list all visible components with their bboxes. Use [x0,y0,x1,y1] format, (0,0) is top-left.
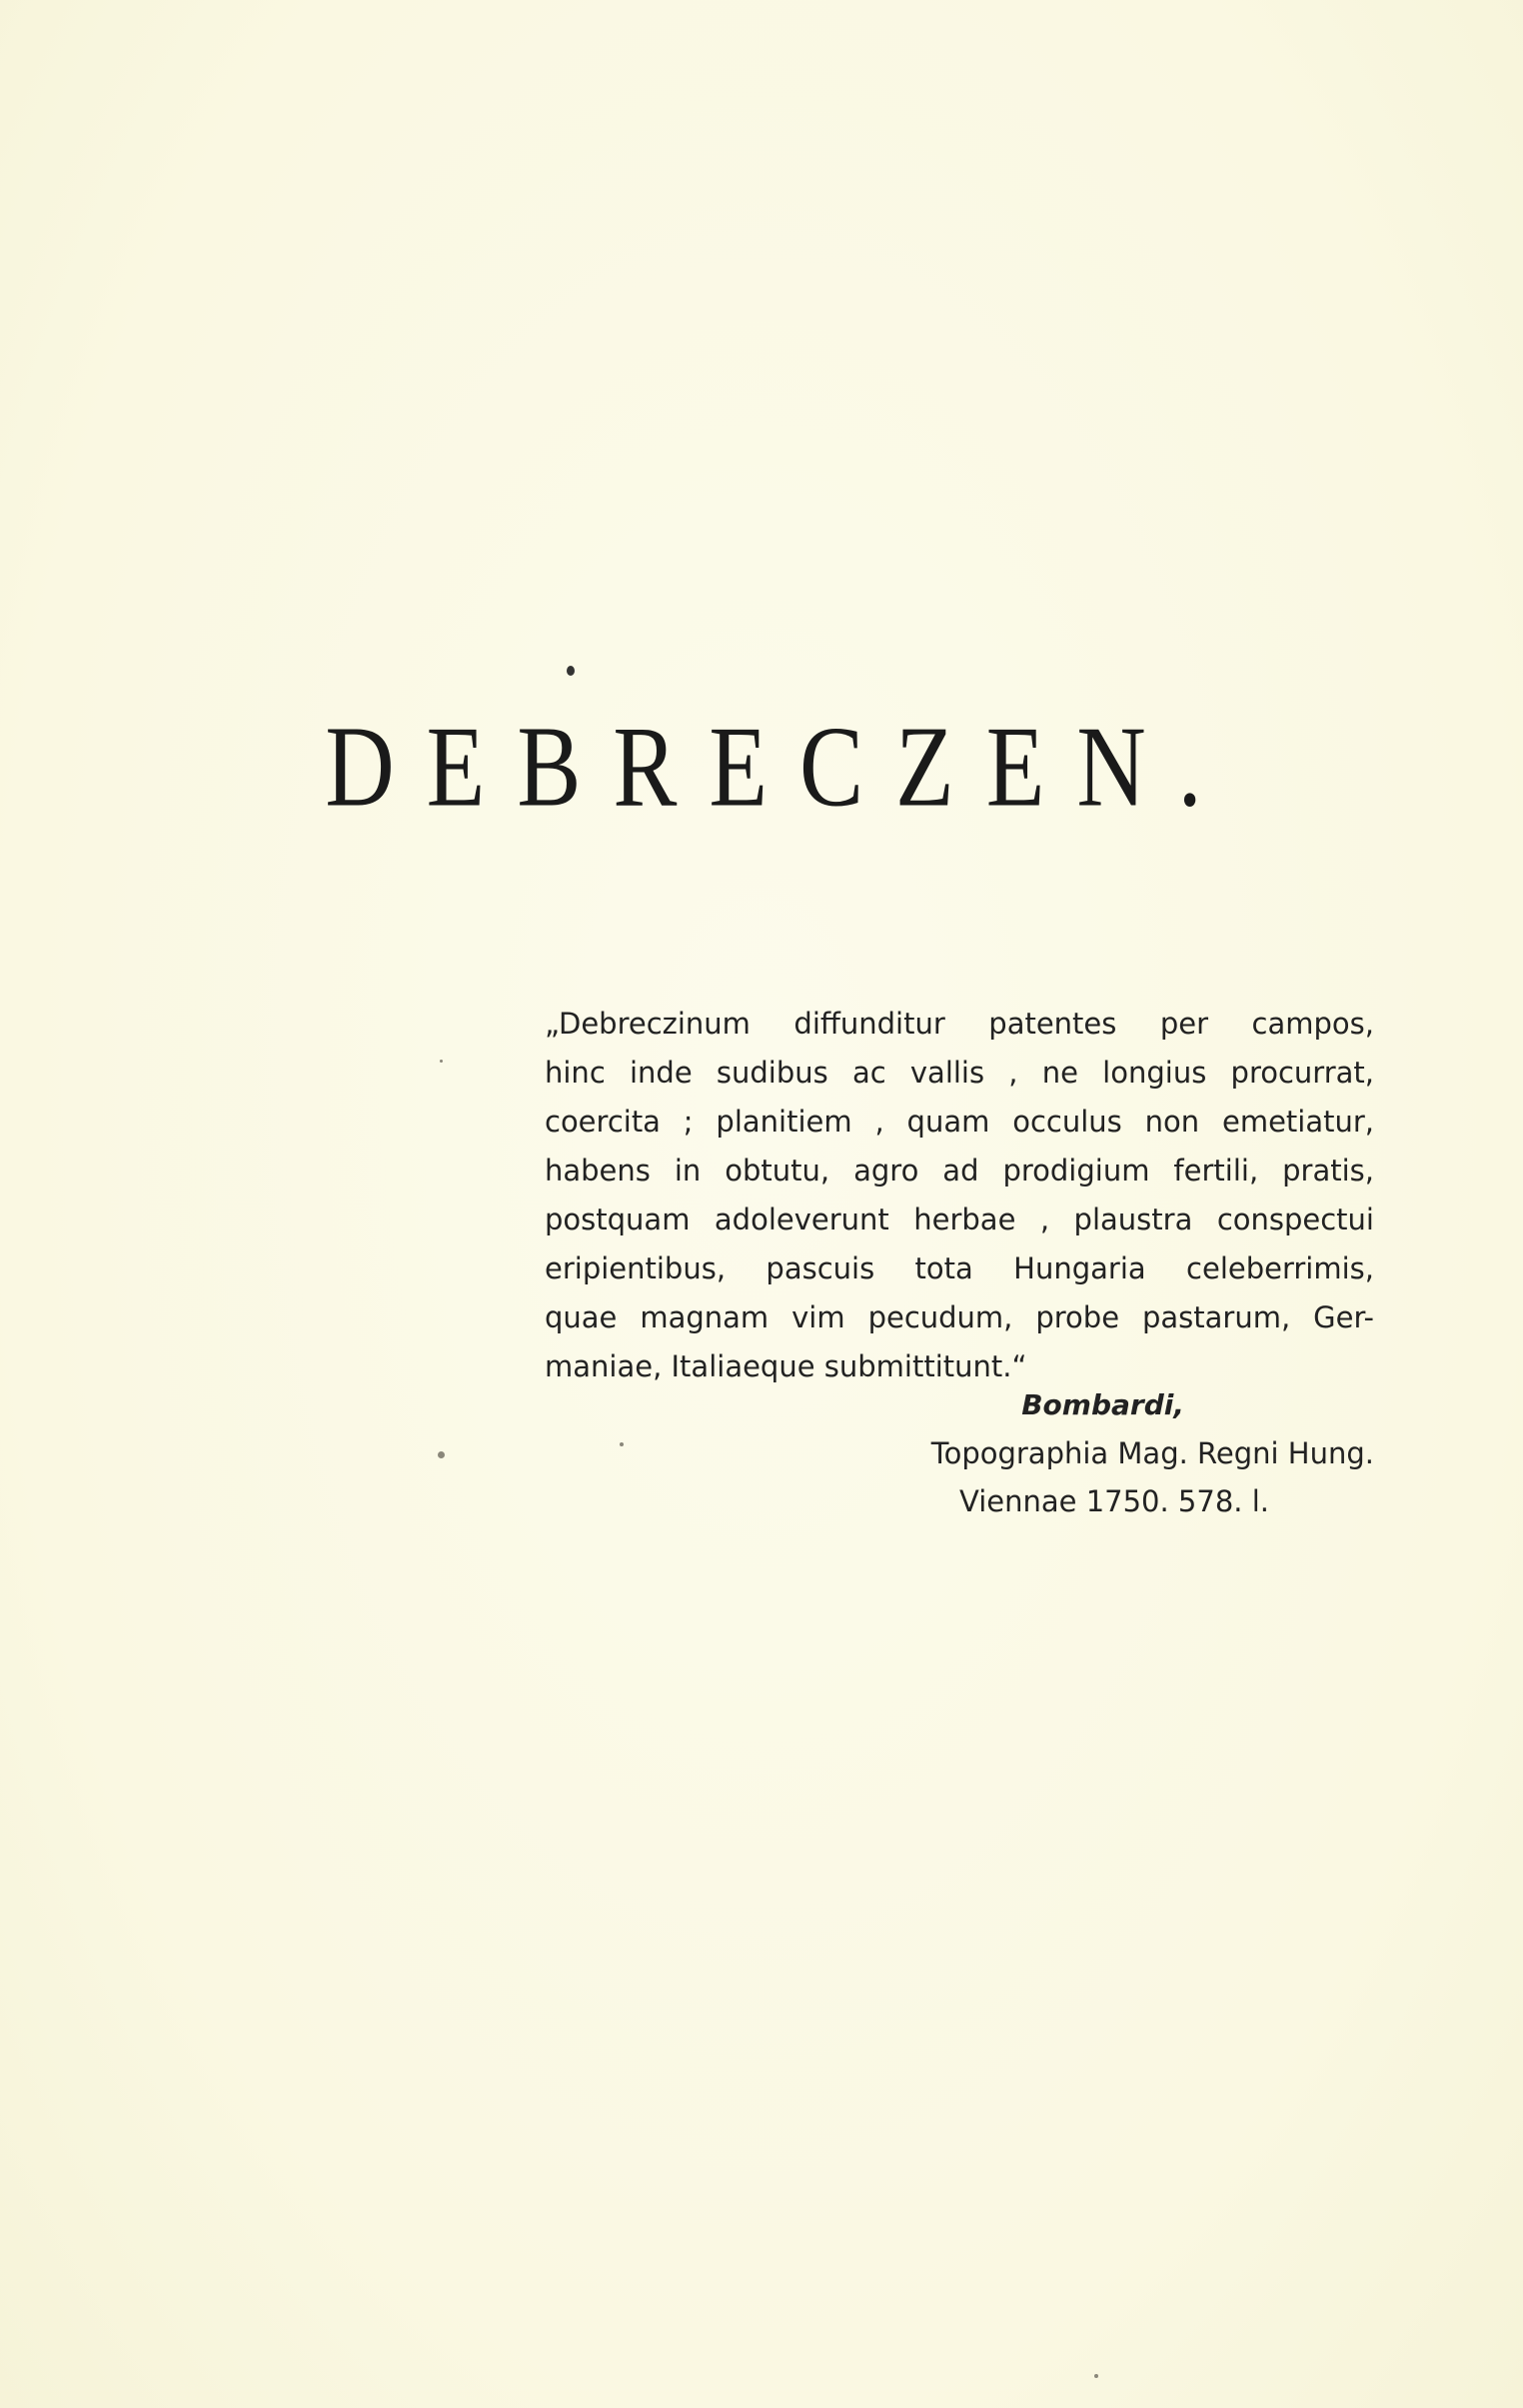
epigraph-quote [545,1000,1374,1391]
quote-attribution [545,1381,1374,1525]
attribution-source-detail: Viennae 1750. 578. l. [959,1484,1269,1518]
quote-line: eripientibus, pascuis tota Hungaria celeberrimis, [545,1251,1374,1285]
print-dot [567,666,575,676]
quote-line: „Debreczinum diffunditur patentes per campos, [545,1007,1374,1041]
quote-line: habens in obtutu, agro ad prodigium fertili, pratis, [545,1154,1374,1188]
page-title: DEBRECZEN. [325,702,1234,831]
paper-speck [620,1442,624,1446]
attribution-author: Bombardi, [1021,1388,1184,1421]
paper-speck [440,1060,443,1063]
quote-line: quae magnam vim pecudum, probe pastarum, Ger- [545,1300,1374,1334]
attribution-source: Topographia Mag. Regni Hung. [930,1436,1374,1470]
quote-line: hinc inde sudibus ac vallis , ne longius procurrat, [545,1056,1374,1090]
quote-line: coercita ; planitiem , quam occulus non emetiatur, [545,1105,1374,1139]
quote-line: postquam adoleverunt herbae , plaustra conspectui [545,1203,1374,1236]
paper-speck [1094,2374,1098,2378]
quote-line: maniae, Italiaeque submittitunt.“ [545,1349,1027,1383]
paper-speck [438,1451,445,1458]
